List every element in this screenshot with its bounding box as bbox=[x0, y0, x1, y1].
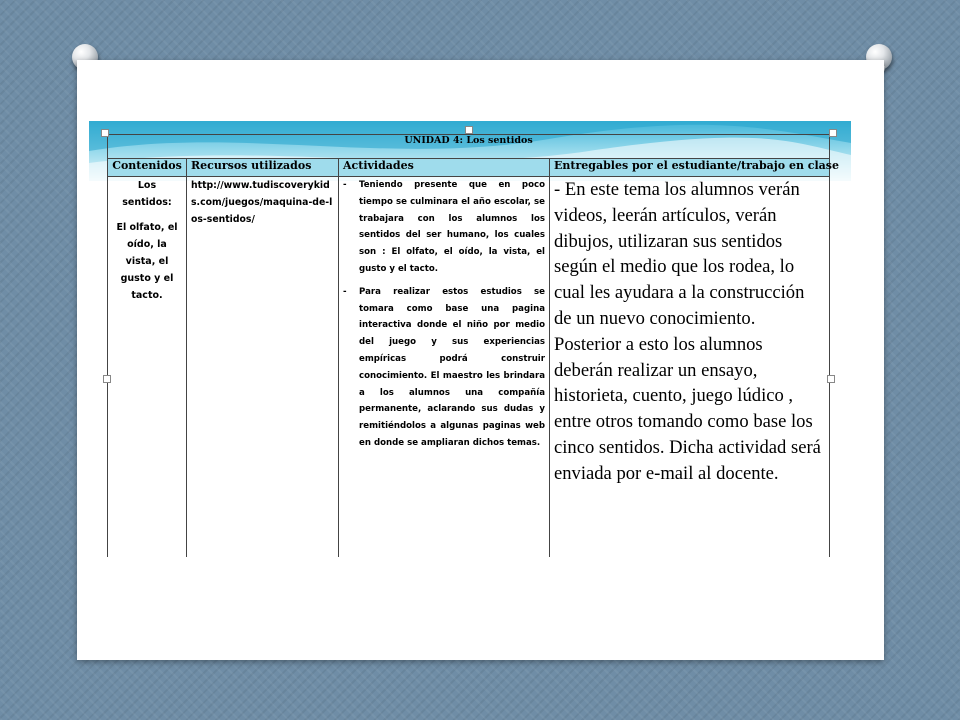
recursos-link: http://www.tudiscoverykids.com/juegos/maquina-de-los-sentidos/ bbox=[191, 180, 333, 225]
selection-handle bbox=[829, 129, 837, 137]
entregables-text: - En este tema los alumnos verán videos, leerán artículos, verán dibujos, utilizaran sus sentidos según el medio que los rodea, lo cual les ayudara a la construcción de un nuevo conocimiento. Posterior a esto los alumnos deberán realizar un ensayo, historieta, cuento, juego lúdico , entre otros tomando como base los cinco sentidos. Dicha actividad será enviada por e-mail al docente. bbox=[554, 179, 821, 484]
actividad-text: Para realizar estos estudios se tomara como base una pagina interactiva donde el niño por medio del juego y sus experiencias empíricas podrá construir conocimiento. El maestro les brindara a los alumnos una compañía permanente, aclarando sus dudas y remitiéndolos a algunas paginas web en donde se ampliaran dichos temas. bbox=[359, 286, 545, 448]
cell-entregables bbox=[550, 177, 830, 558]
cell-actividades bbox=[339, 177, 550, 558]
table-title: UNIDAD 4: Los sentidos bbox=[108, 135, 830, 159]
actividad-text: Teniendo presente que en poco tiempo se culminara el año escolar, se trabajara con los alumnos los sentidos del ser humano, los cuales son : El olfato, el oído, la vista, el gusto y el tacto. bbox=[359, 180, 545, 274]
header-recursos: Recursos utilizados bbox=[187, 159, 339, 177]
selection-handle bbox=[103, 375, 111, 383]
cell-contenidos bbox=[108, 177, 187, 558]
selection-handle bbox=[465, 126, 473, 134]
actividad-item: - Teniendo presente que en poco tiempo se culminara el año escolar, se trabajara con los alumnos los sentidos del ser humano, los cuales son : El olfato, el oído, la vista, el gusto y el tacto. bbox=[343, 177, 545, 278]
contenidos-heading: Los sentidos: bbox=[122, 180, 172, 208]
contenidos-list: El olfato, el oído, la vista, el gusto y el tacto. bbox=[116, 222, 178, 301]
selection-handle bbox=[101, 129, 109, 137]
selection-handle bbox=[827, 375, 835, 383]
header-actividades: Actividades bbox=[339, 159, 550, 177]
actividad-item: - Para realizar estos estudios se tomara como base una pagina interactiva donde el niño por medio del juego y sus experiencias empíricas podrá construir conocimiento. El maestro les brindara a los alumnos una compañía permanente, aclarando sus dudas y remitiéndolos a algunas paginas web en donde se ampliaran dichos temas. bbox=[343, 284, 545, 452]
header-entregables: Entregables por el estudiante/trabajo en clase bbox=[550, 159, 830, 177]
unit-table bbox=[107, 134, 839, 557]
document-image bbox=[89, 121, 851, 557]
header-contenidos: Contenidos bbox=[108, 159, 187, 177]
cell-recursos bbox=[187, 177, 339, 558]
